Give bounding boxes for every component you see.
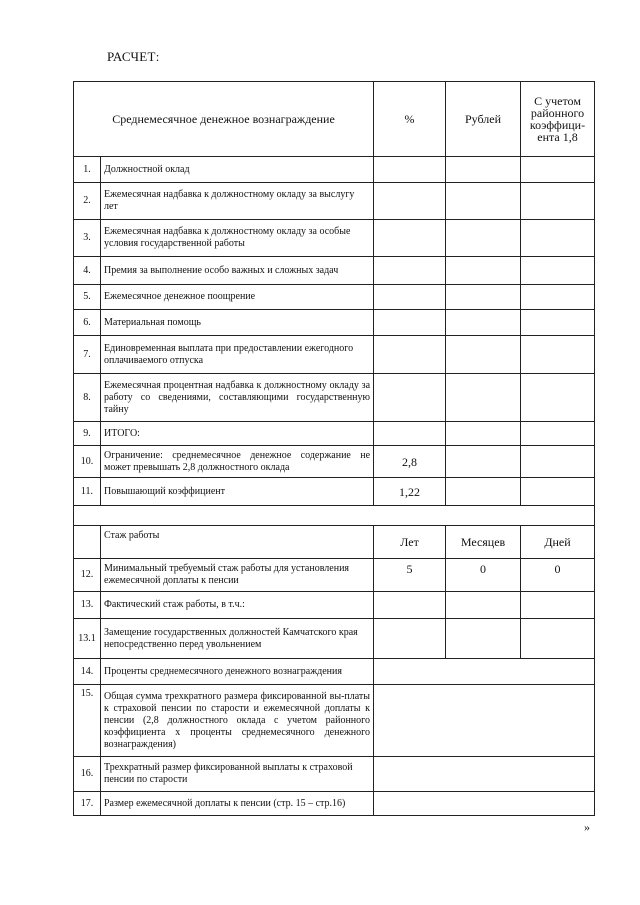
stazh-years-cell	[374, 592, 446, 619]
row-percent-value: 2,8	[374, 446, 446, 478]
row-label: Ежемесячная процентная надбавка к должностному окладу за работу со сведениями, составляющими государственную тайну	[101, 374, 374, 422]
stazh-header-row	[74, 526, 595, 559]
row-percent-cell	[374, 422, 446, 446]
row-rubles-cell	[446, 285, 521, 310]
row-rubles-cell	[446, 478, 521, 506]
table-row	[74, 285, 595, 310]
row-percent-cell	[374, 374, 446, 422]
row-number: 5.	[74, 285, 101, 310]
row-label: Материальная помощь	[101, 310, 374, 336]
row-coef-cell	[521, 257, 595, 285]
row-number: 13.1	[74, 619, 101, 659]
stazh-header-days: Дней	[521, 526, 595, 559]
row-label: Трехкратный размер фиксированной выплаты к страховой пенсии по старости	[101, 757, 374, 792]
row-rubles-cell	[446, 336, 521, 374]
header-rubles: Рублей	[446, 82, 521, 157]
row-rubles-cell	[446, 422, 521, 446]
row-number: 3.	[74, 220, 101, 257]
row-number: 14.	[74, 659, 101, 685]
spacer-cell	[74, 506, 595, 526]
row-value-cell	[374, 685, 595, 757]
stazh-days-cell	[521, 619, 595, 659]
row-percent-cell	[374, 220, 446, 257]
table-row	[74, 310, 595, 336]
stazh-years-value: 5	[374, 559, 446, 592]
row-label: Ежемесячная надбавка к должностному окладу за выслугу лет	[101, 183, 374, 220]
row-label: Минимальный требуемый стаж работы для установления ежемесячной доплаты к пенсии	[101, 559, 374, 592]
row-number: 4.	[74, 257, 101, 285]
row-coef-cell	[521, 220, 595, 257]
row-percent-cell	[374, 183, 446, 220]
row-coef-cell	[521, 336, 595, 374]
row-number: 9.	[74, 422, 101, 446]
row-label: ИТОГО:	[101, 422, 374, 446]
row-number: 16.	[74, 757, 101, 792]
row-number	[74, 526, 101, 559]
stazh-header-label: Стаж работы	[101, 526, 374, 559]
stazh-years-cell	[374, 619, 446, 659]
continuation-mark: »	[584, 820, 590, 834]
row-value-cell	[374, 792, 595, 816]
table-row	[74, 592, 595, 619]
row-label: Ограничение: среднемесячное денежное содержание не может превышать 2,8 должностного оклада	[101, 446, 374, 478]
row-percent-value: 1,22	[374, 478, 446, 506]
table-row	[74, 757, 595, 792]
row-rubles-cell	[446, 374, 521, 422]
row-percent-cell	[374, 310, 446, 336]
table-row	[74, 422, 595, 446]
row-number: 17.	[74, 792, 101, 816]
stazh-days-cell	[521, 592, 595, 619]
row-number: 7.	[74, 336, 101, 374]
row-rubles-cell	[446, 157, 521, 183]
table-row	[74, 183, 595, 220]
table-row	[74, 446, 595, 478]
stazh-months-value: 0	[446, 559, 521, 592]
row-number: 15.	[74, 685, 101, 757]
table-row	[74, 685, 595, 757]
row-label: Замещение государственных должностей Камчатского края непосредственно перед увольнением	[101, 619, 374, 659]
row-number: 1.	[74, 157, 101, 183]
row-rubles-cell	[446, 183, 521, 220]
table-row	[74, 374, 595, 422]
row-label: Должностной оклад	[101, 157, 374, 183]
table-row	[74, 336, 595, 374]
row-number: 8.	[74, 374, 101, 422]
header-main: Среднемесячное денежное вознаграждение	[74, 82, 374, 157]
row-label: Проценты среднемесячного денежного вознаграждения	[101, 659, 374, 685]
stazh-months-cell	[446, 592, 521, 619]
stazh-header-months: Месяцев	[446, 526, 521, 559]
row-coef-cell	[521, 157, 595, 183]
row-coef-cell	[521, 374, 595, 422]
row-number: 13.	[74, 592, 101, 619]
table-row	[74, 257, 595, 285]
spacer-row	[74, 506, 595, 526]
row-label: Размер ежемесячной доплаты к пенсии (стр. 15 – стр.16)	[101, 792, 374, 816]
row-label: Ежемесячное денежное поощрение	[101, 285, 374, 310]
table-row	[74, 559, 595, 592]
row-label: Ежемесячная надбавка к должностному окладу за особые условия государственной работы	[101, 220, 374, 257]
row-value-cell	[374, 659, 595, 685]
table-row	[74, 659, 595, 685]
table-row	[74, 792, 595, 816]
row-percent-cell	[374, 157, 446, 183]
stazh-days-value: 0	[521, 559, 595, 592]
row-rubles-cell	[446, 220, 521, 257]
row-value-cell	[374, 757, 595, 792]
row-coef-cell	[521, 446, 595, 478]
row-percent-cell	[374, 285, 446, 310]
header-percent: %	[374, 82, 446, 157]
table-row	[74, 478, 595, 506]
table-header-row	[74, 82, 595, 157]
stazh-months-cell	[446, 619, 521, 659]
header-coef: С учетом районного коэффици-ента 1,8	[521, 82, 595, 157]
row-number: 11.	[74, 478, 101, 506]
row-percent-cell	[374, 336, 446, 374]
row-label: Премия за выполнение особо важных и сложных задач	[101, 257, 374, 285]
row-coef-cell	[521, 478, 595, 506]
row-coef-cell	[521, 310, 595, 336]
page-title: РАСЧЕТ:	[107, 49, 160, 64]
stazh-header-years: Лет	[374, 526, 446, 559]
row-rubles-cell	[446, 310, 521, 336]
row-rubles-cell	[446, 446, 521, 478]
row-number: 12.	[74, 559, 101, 592]
row-label: Повышающий коэффициент	[101, 478, 374, 506]
row-number: 10.	[74, 446, 101, 478]
row-coef-cell	[521, 285, 595, 310]
row-percent-cell	[374, 257, 446, 285]
row-label: Единовременная выплата при предоставлении ежегодного оплачиваемого отпуска	[101, 336, 374, 374]
row-rubles-cell	[446, 257, 521, 285]
row-label: Фактический стаж работы, в т.ч.:	[101, 592, 374, 619]
row-number: 2.	[74, 183, 101, 220]
row-number: 6.	[74, 310, 101, 336]
table-row	[74, 157, 595, 183]
calculation-table	[73, 81, 595, 816]
row-label: Общая сумма трехкратного размера фиксированной вы-платы к страховой пенсии по старости и ежемесячной доплаты к пенсии (2,8 должностного оклада с учетом районного коэффициента х проценты среднемесячного денежного вознаграждения)	[101, 685, 374, 757]
table-row	[74, 220, 595, 257]
row-coef-cell	[521, 183, 595, 220]
row-coef-cell	[521, 422, 595, 446]
table-row	[74, 619, 595, 659]
